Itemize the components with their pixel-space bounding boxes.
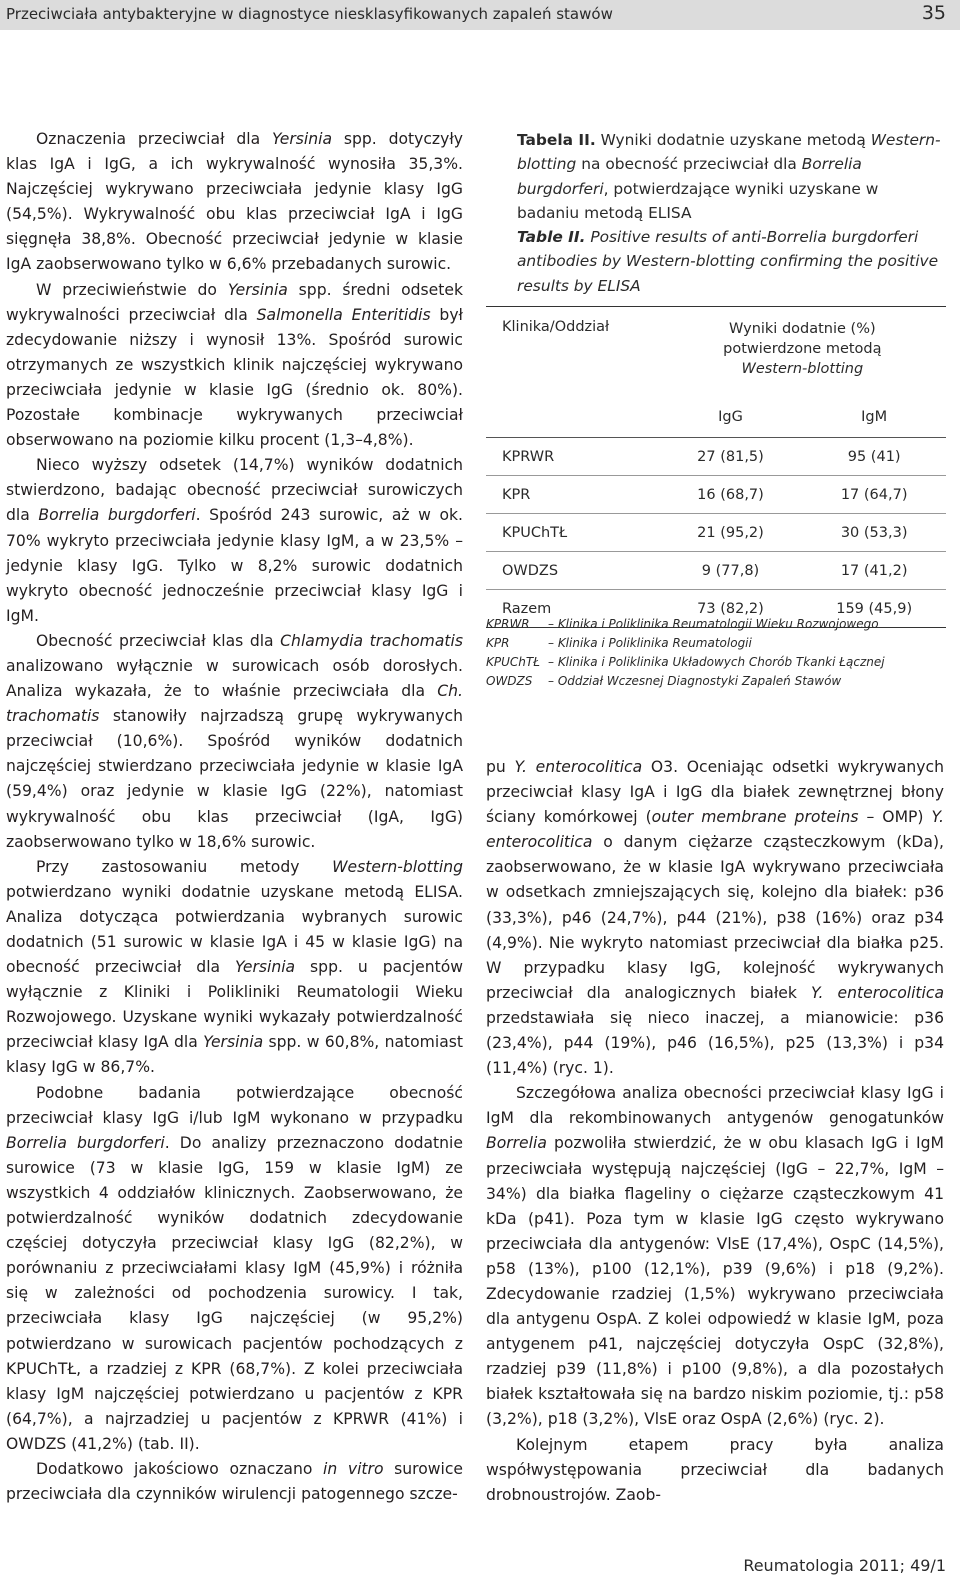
results-table [486,306,946,628]
paragraph: Dodatkowo jakościowo oznaczano in vitro surowice przeciwciała dla czynników wirulencji patogennego szcze- [6,1459,464,1504]
right-column [486,755,944,1508]
paragraph: Przy zastosowaniu metody Western-blotting potwierdzano wyniki dodatnie uzyskane metodą ELISA. Analiza dotycząca potwierdzania wybranych surowic dodatnich (51 surowic w klasie IgA i 45 w klasie IgG) na obecność przeciwciał dla Yersinia spp. u pacjentów wyłącznie z Kliniki i Polikliniki Reumatologii Wieku Rozwojowego. Uzyskane wyniki wykazały potwierdzalność przeciwciał klasy IgA dla Yersinia spp. w 60,8%, natomiast klasy IgG w 86,7%. [6,857,463,1077]
legend-item: OWDZS – Oddział Wczesnej Diagnostyki Zapaleń Stawów [486,674,842,688]
paragraph: pu Y. enterocolitica O3. Oceniając odsetki wykrywanych przeciwciał klasy IgA i IgG dla białek zewnętrznej błony ściany komórkowej (outer membrane proteins – OMP) Y. enterocolitica o danym ciężarze cząsteczkowym (kDa), zaobserwowano, że w klasie IgA wykrywano przeciwciała w odsetkach zmniejszających się, kolejno dla białek: p36 (33,3%), p46 (24,7%), p44 (21%), p38 (16%) oraz p34 (4,9%). Nie wykryto natomiast przeciwciał dla białka p25. W przypadku klasy IgG, kolejność wykrywanych przeciwciał dla analogicznych białek Y. enterocolitica przedstawiała się nieco inaczej, a mianowicie: p36 (23,4%), p44 (19%), p46 (16,5%), p25 (13,3%) i p34 (11,4%) (ryc. 1). [486,758,945,1078]
paragraph: Kolejnym etapem pracy była analiza współwystępowania przeciwciał dla badanych drobnoustrojów. Zaob- [486,1435,944,1504]
table-row: Razem 73 (82,2) 159 (45,9) [486,590,946,628]
paragraph: Oznaczenia przeciwciał dla Yersinia spp. dotyczyły klas IgA i IgG, a ich wykrywalność wynosiła 35,3%. Najczęściej wykrywano przeciwciała jedynie klasy IgG (54,5%). Wykrywalność obu klas przeciwciał IgA i IgG sięgnęła 38,8%. Obecność przeciwciał jedynie w klasie IgA zaobserwowano tylko w 6,6% przebadanych surowic. [6,130,463,274]
column-header-unit: Klinika/Oddział [502,319,610,335]
paragraph: Nieco wyższy odsetek (14,7%) wyników dodatnich stwierdzono, badając obecność przeciwciał surowiczych dla Borrelia burgdorferi. Spośród 243 surowic, aż w ok. 70% wykryto przeciwciała jedynie klasy IgM, a w 23,5% – jedynie klasy IgG. Tylko w 8,2% surowic dodatnich wykryto obecność jednocześnie przeciwciał klasy IgG i IgM. [6,456,464,625]
legend-item: KPUChTŁ – Klinika i Poliklinika Układowych Chorób Tkanki Łącznej [486,655,885,669]
legend-item: KPRWR – Klinika i Poliklinika Reumatologii Wieku Rozwojowego [486,617,879,631]
legend-item: KPR – Klinika i Poliklinika Reumatologii [486,636,752,650]
table-row: KPRWR 27 (81,5) 95 (41) [486,438,946,476]
table-row: OWDZS 9 (77,8) 17 (41,2) [486,552,946,590]
table-row: KPR 16 (68,7) 17 (64,7) [486,476,946,514]
table-caption-en: Table II. Positive results of anti-Borrelia burgdorferi antibodies by Western-blotting confirming the positive results by ELISA [517,228,939,295]
column-header-results: Wyniki dodatnie (%) potwierdzone metodą Western-blotting [723,321,882,377]
running-title: Przeciwciała antybakteryjne w diagnostyce niesklasyfikowanych zapaleń stawów [6,5,613,23]
column-header-igm: IgM [861,409,888,425]
journal-footer: Reumatologia 2011; 49/1 [743,1556,946,1575]
column-header-igg: IgG [718,409,743,425]
paragraph: Podobne badania potwierdzające obecność przeciwciał klasy IgG i/lub IgM wykonano w przypadku Borrelia burgdorferi. Do analizy przeznaczono dodatnie surowice (73 w klasie IgG, 159 w klasie IgM) ze wszystkich 4 oddziałów klinicznych. Zaobserwowano, że potwierdzalność wyników dodatnich zdecydowanie częściej dotyczyła przeciwciał klasy IgG (82,2%), w porównaniu z przeciwciałami klasy IgM (45,9%) i różniła się w zależności od pochodzenia surowicy. I tak, przeciwciała klasy IgG najczęściej (w 95,2%) potwierdzano w surowicach pacjentów pochodzących z KPUChTŁ, a rzadziej z KPR (68,7%). Z kolei przeciwciała klasy IgM najczęściej potwierdzano u pacjentów z KPR (64,7%), a najrzadziej u pacjentów z KPRWR (41%) i OWDZS (41,2%) (tab. II). [6,1083,463,1453]
table-caption-pl: Tabela II. Wyniki dodatnie uzyskane metodą Western-blotting na obecność przeciwciał dla Borrelia burgdorferi, potwierdzające wyniki uzyskane w badaniu metodą ELISA [517,131,941,222]
left-column [6,127,463,1507]
table-row: KPUChTŁ 21 (95,2) 30 (53,3) [486,514,946,552]
table-legend [486,615,885,691]
paragraph: Szczegółowa analiza obecności przeciwciał klasy IgG i IgM dla rekombinowanych antygenów genogatunków Borrelia pozwoliła stwierdzić, że w obu klasach IgG i IgM przeciwciała występują najczęściej (IgG – 22,7%, IgM – 34%) dla białka flageliny o ciężarze cząsteczkowym 41 kDa (p41). Poza tym w klasie IgG często wykrywano przeciwciała dla antygenów: VlsE (17,4%), OspC (14,5%), p58 (13%), p100 (12,1%), p39 (9,6%) i p18 (9,2%). Zdecydowanie rzadziej (1,5%) wykrywano przeciwciała dla antygenu OspA. Z kolei odpowiedź w klasie IgM, poza antygenem p41, najczęściej dotyczyła OspC (32,8%), rzadziej p39 (11,8%) i p100 (9,8%), a dla pozostałych białek kształtowała się na bardzo niskim poziomie, tj.: p58 (3,2%), p18 (3,2%), VlsE oraz OspA (2,6%) (ryc. 2). [486,1084,944,1429]
table-caption [517,128,945,298]
paragraph: Obecność przeciwciał klas dla Chlamydia trachomatis analizowano wyłącznie w surowicach osób dorosłych. Analiza wykazała, że to właśnie przeciwciała dla Ch. trachomatis stanowiły najrzadszą grupę wykrywanych przeciwciał (10,6%). Spośród wyników dodatnich najczęściej stwierdzano przeciwciała jedynie w klasie IgA (59,4%) oraz jedynie w klasie IgG (22%), natomiast wykrywalność obu klas przeciwciał (IgA, IgG) zaobserwowano tylko w 18,6% surowic. [6,631,463,851]
paragraph: W przeciwieństwie do Yersinia spp. średni odsetek wykrywalności przeciwciał dla Salmonella Enteritidis był zdecydowanie niższy i wynosił 13%. Spośród surowic otrzymanych ze wszystkich klinik najczęściej wykrywano przeciwciała jedynie w klasie IgG (średnio ok. 80%). Pozostałe kombinacje wykrywanych przeciwciał obserwowano na poziomie kilku procent (1,3–4,8%). [6,280,463,450]
page-number: 35 [921,2,946,24]
running-header [0,0,960,30]
